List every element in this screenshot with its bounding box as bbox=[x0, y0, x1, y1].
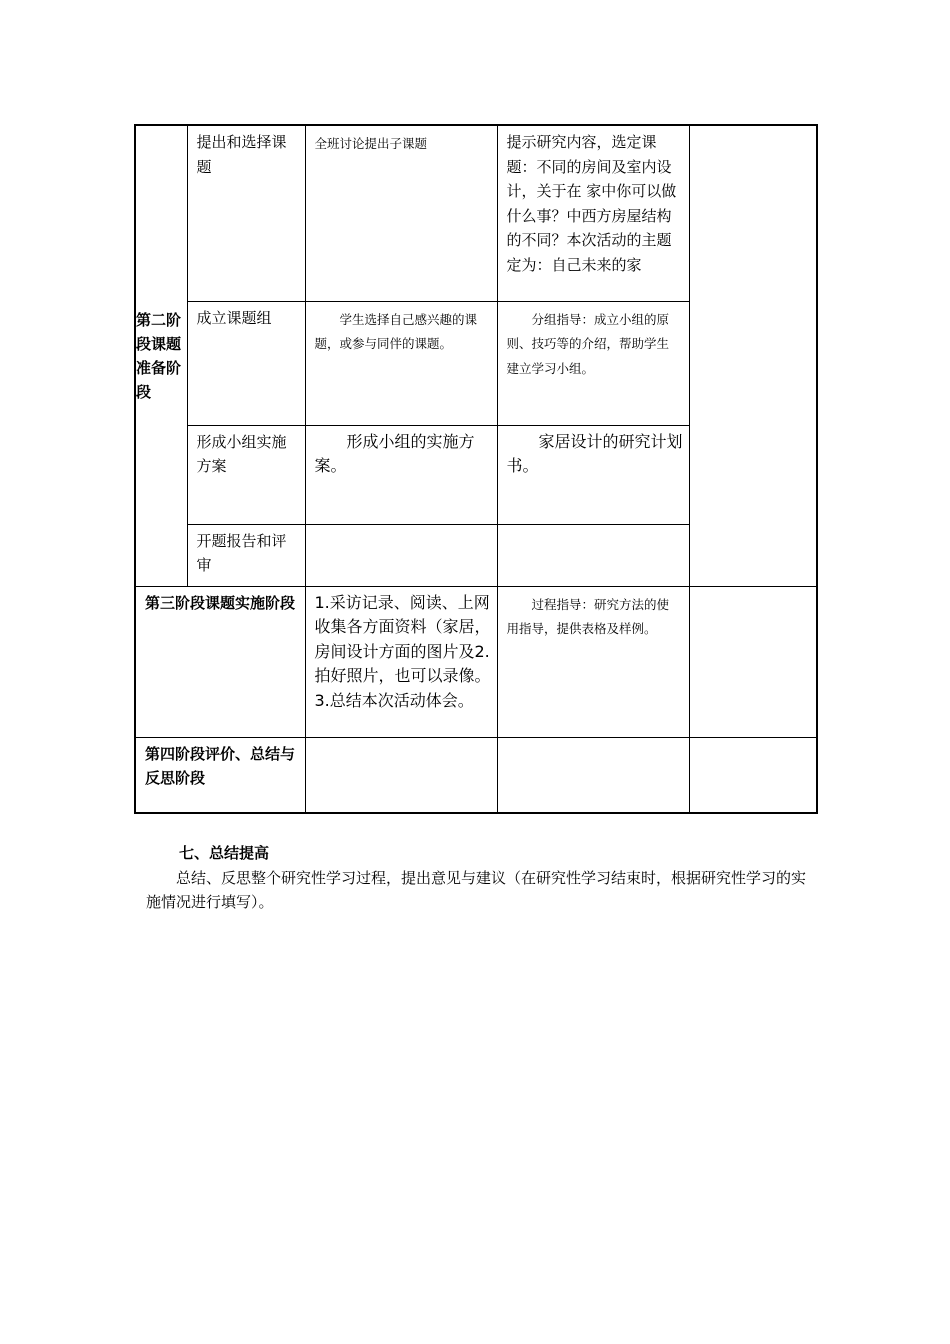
stage2-label: 第二阶段课题准备阶段 bbox=[135, 125, 187, 586]
table-row bbox=[135, 125, 817, 301]
stage3-student: 1.采访记录、阅读、上网收集各方面资料（家居，房间设计方面的图片及2.拍好照片，也可以录像。3.总结本次活动体会。 bbox=[305, 586, 497, 737]
stage2-teacher-4 bbox=[497, 524, 689, 586]
stage2-step-2: 成立课题组 bbox=[187, 301, 305, 425]
stage3-label: 第三阶段课题实施阶段 bbox=[135, 586, 305, 737]
stage4-teacher bbox=[497, 737, 689, 813]
stage2-step-1: 提出和选择课题 bbox=[187, 125, 305, 301]
stage2-teacher-1: 提示研究内容，选定课题：不同的房间及室内设计，关于在 家中你可以做什么事？中西方房屋结构的不同？本次活动的主题定为：自己未来的家 bbox=[497, 125, 689, 301]
stage2-notes bbox=[689, 125, 817, 586]
stage2-student-4 bbox=[305, 524, 497, 586]
stage3-notes bbox=[689, 586, 817, 737]
stage4-label: 第四阶段评价、总结与反思阶段 bbox=[135, 737, 305, 813]
stage2-step-3: 形成小组实施方案 bbox=[187, 425, 305, 524]
table-row bbox=[135, 737, 817, 813]
stage2-student-3: 形成小组的实施方案。 bbox=[305, 425, 497, 524]
stage3-teacher: 过程指导：研究方法的使用指导，提供表格及样例。 bbox=[497, 586, 689, 737]
stage2-student-1: 全班讨论提出子课题 bbox=[305, 125, 497, 301]
stage2-teacher-3: 家居设计的研究计划书。 bbox=[497, 425, 689, 524]
table-row bbox=[135, 586, 817, 737]
section-heading: 七、总结提高 bbox=[179, 844, 270, 862]
stage4-student bbox=[305, 737, 497, 813]
stage2-step-4: 开题报告和评审 bbox=[187, 524, 305, 586]
stage2-student-2: 学生选择自己感兴趣的课题，或参与同伴的课题。 bbox=[305, 301, 497, 425]
stage2-teacher-2: 分组指导：成立小组的原则、技巧等的介绍，帮助学生建立学习小组。 bbox=[497, 301, 689, 425]
activity-plan-table bbox=[134, 124, 818, 814]
stage4-notes bbox=[689, 737, 817, 813]
summary-paragraph: 总结、反思整个研究性学习过程，提出意见与建议（在研究性学习结束时，根据研究性学习的实施情况进行填写）。 bbox=[146, 869, 807, 911]
